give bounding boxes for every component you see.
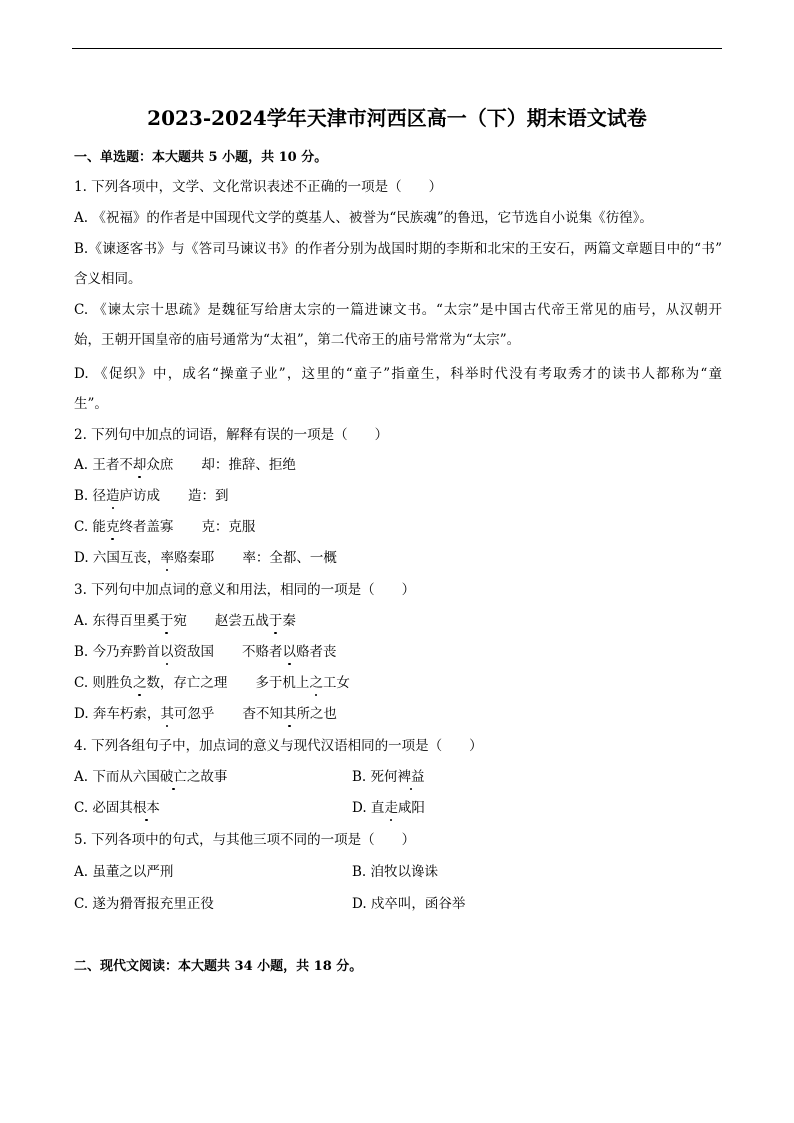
question-3-option-d: D. 奔车朽索，其可忽乎 杳不知其所之也 [74, 706, 337, 722]
header-rule [72, 48, 722, 49]
question-3-stem: 3. 下列句中加点词的意义和用法，相同的一项是（ ） [74, 582, 416, 598]
question-5-option-a: A. 虽董之以严刑 [74, 864, 174, 880]
section-two-heading: 二、现代文阅读：本大题共 34 小题，共 18 分。 [74, 959, 363, 974]
question-2-stem: 2. 下列句中加点的词语，解释有误的一项是（ ） [74, 427, 389, 443]
question-1-option-c-line2: 始，王朝开国皇帝的庙号通常为“太祖”，第二代帝王的庙号常常为“太宗”。 [74, 332, 521, 348]
question-4-option-a: A. 下而从六国破亡之故事 [74, 769, 228, 785]
dotted-word: 于 [268, 613, 283, 629]
question-3-option-c: C. 则胜负之数，存亡之理 多于机上之工女 [74, 675, 350, 691]
question-1-option-b-line2: 含义相同。 [74, 271, 142, 287]
dotted-word: 克 [105, 519, 120, 535]
question-3-option-b: B. 今乃弃黔首以资敌国 不赂者以赂者丧 [74, 644, 337, 660]
question-1-stem: 1. 下列各项中，文学、文化常识表述不正确的一项是（ ） [74, 179, 443, 195]
dotted-word: 于 [159, 613, 174, 629]
question-2-option-c: C. 能克终者盖寡 克：克服 [74, 519, 256, 535]
dotted-word: 以 [160, 644, 174, 660]
question-1-option-a: A. 《祝福》的作者是中国现代文学的奠基人、被誉为“民族魂”的鲁迅，它节选自小说集《彷徨》。 [74, 210, 653, 226]
question-5-option-d: D. 戍卒叫，函谷举 [352, 896, 466, 912]
dotted-word: 其 [282, 706, 297, 722]
question-4-option-d: D. 直走咸阳 [352, 800, 425, 816]
dotted-word: 破亡 [159, 769, 187, 785]
question-2-option-d: D. 六国互丧，率赂秦耶 率：全都、一概 [74, 550, 337, 566]
question-1-option-c-line1: C. 《谏太宗十思疏》是魏征写给唐太宗的一篇进谏文书。“太宗”是中国古代帝王常见的庙号，从汉朝开 [74, 302, 722, 318]
question-4-stem: 4. 下列各组句子中，加点词的意义与现代汉语相同的一项是（ ） [74, 738, 483, 754]
dotted-word: 造 [106, 488, 120, 504]
dotted-word: 裨益 [397, 769, 425, 785]
question-1-option-b-line1: B.《谏逐客书》与《答司马谏议书》的作者分别为战国时期的李斯和北宋的王安石，两篇文章题目中的“书” [74, 241, 722, 257]
dotted-word: 率 [160, 550, 174, 566]
question-3-option-a: A. 东得百里奚于宛 赵尝五战于秦 [74, 613, 296, 629]
question-5-option-c: C. 遂为猾胥报充里正役 [74, 896, 214, 912]
exam-title: 2023-2024学年天津市河西区高一（下）期末语文试卷 [147, 106, 647, 130]
dotted-word: 以 [282, 644, 297, 660]
question-5-stem: 5. 下列各项中的句式，与其他三项不同的一项是（ ） [74, 832, 416, 848]
dotted-word: 之 [309, 675, 323, 691]
section-one-heading: 一、单选题：本大题共 5 小题，共 10 分。 [74, 150, 328, 165]
dotted-word: 走 [384, 800, 398, 816]
question-4-option-b: B. 死何裨益 [352, 769, 425, 785]
dotted-word: 根本 [132, 800, 160, 816]
question-2-option-b: B. 径造庐访成 造：到 [74, 488, 229, 504]
question-1-option-d-line2: 生”。 [74, 396, 108, 412]
dotted-word: 之 [132, 675, 147, 691]
question-1-option-d-line1: D. 《促织》中，成名“操童子业”，这里的“童子”指童生，科举时代没有考取秀才的读书人都称为“童 [74, 366, 722, 382]
question-4-option-c: C. 必固其根本 [74, 800, 160, 816]
question-2-option-a: A. 王者不却众庶 却：推辞、拒绝 [74, 457, 296, 473]
dotted-word: 其 [160, 706, 174, 722]
dotted-word: 却 [132, 457, 147, 473]
question-5-option-b: B. 洎牧以谗诛 [352, 864, 439, 880]
